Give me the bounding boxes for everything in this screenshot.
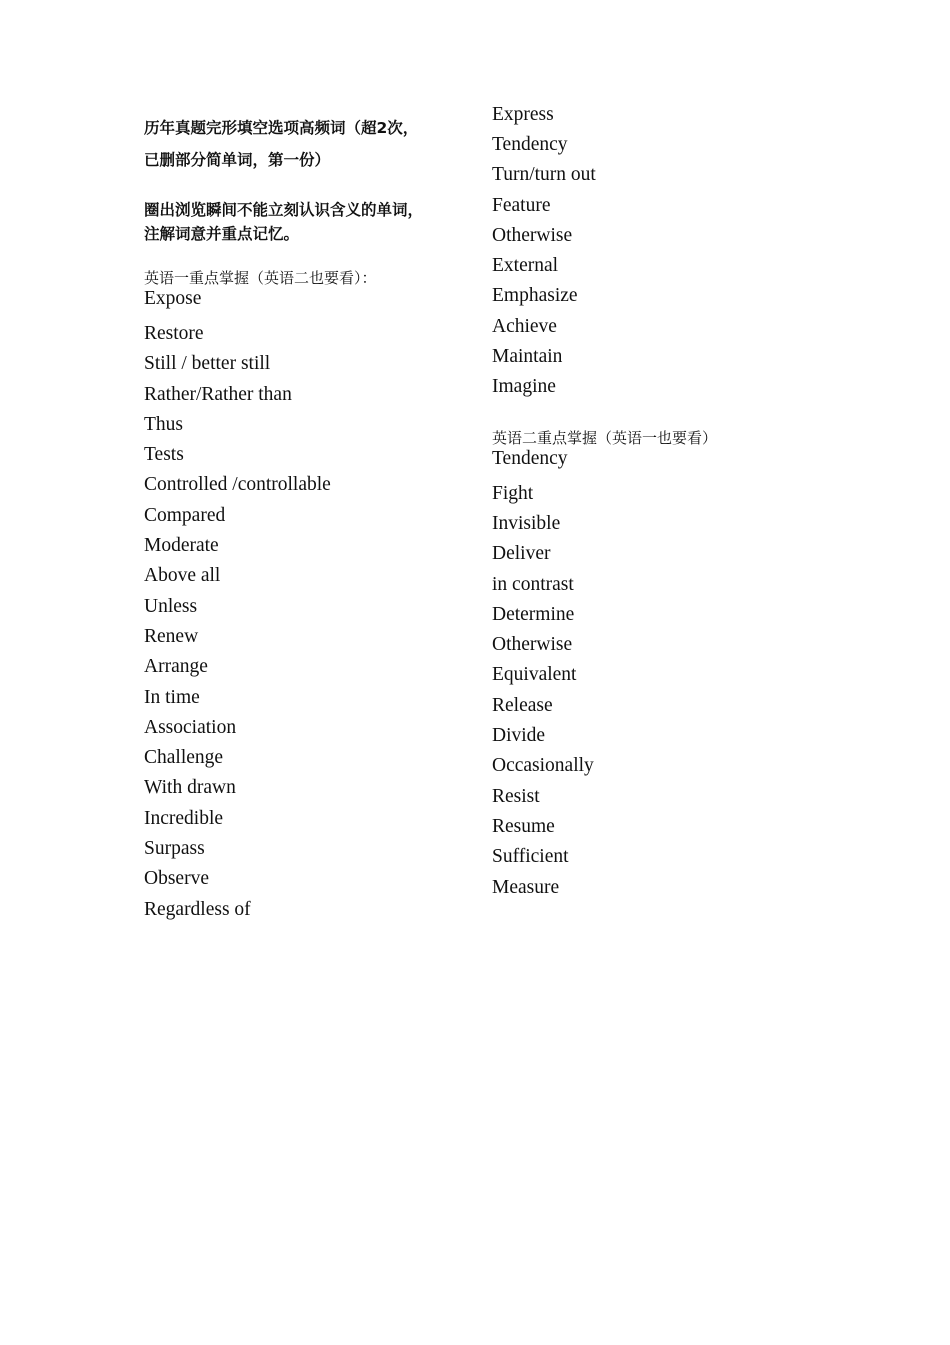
word-item: Rather/Rather than [144,383,292,405]
word-item: Tendency [492,447,568,469]
word-item: Resume [492,815,555,837]
word-item: Unless [144,595,198,617]
word-item: Emphasize [492,285,578,307]
english-one-heading: 英语一重点掌握（英语二也要看）： [144,269,377,287]
word-item: Feature [492,194,551,216]
word-item: Deliver [492,543,551,565]
word-item: in contrast [492,573,574,595]
word-item: Expose [144,288,202,309]
word-item: Maintain [492,346,563,368]
word-item: Measure [492,876,560,898]
word-item: In time [144,686,200,708]
word-item: Release [492,694,553,716]
word-item: Fight [492,482,534,504]
word-item: Observe [144,868,209,890]
word-item: Renew [144,625,199,647]
english-two-word-list [492,449,812,903]
word-item: Still / better still [144,353,271,375]
word-item: Compared [144,504,226,526]
word-item: Restore [144,323,204,344]
word-item: Regardless of [144,898,251,920]
word-item: Otherwise [492,224,573,246]
right-column [492,104,812,903]
english-one-word-list [144,289,464,925]
word-item: Above all [144,565,221,587]
word-item: Controlled /controllable [144,474,331,496]
instruction-text [144,198,464,246]
left-column [144,110,464,925]
word-item: Sufficient [492,846,569,868]
word-item: Thus [144,413,183,435]
word-item: Surpass [144,838,205,860]
word-item: External [492,255,559,277]
word-item: With drawn [144,777,236,799]
word-item: Achieve [492,315,557,337]
title-line-1: 历年真题完形填空选项高频词（超2次， [144,119,419,137]
title-line-2: 已删部分简单词，第一份） [144,151,331,169]
instruction-line-1: 圈出浏览瞬间不能立刻认识含义的单词， [144,201,424,219]
word-item: Incredible [144,807,224,829]
document-title [144,110,464,176]
word-item: Equivalent [492,664,577,686]
instruction-line-2: 注解词意并重点记忆。 [144,225,300,243]
word-item: Imagine [492,376,556,398]
word-item: Tendency [492,134,568,155]
word-item: Arrange [144,656,208,678]
english-one-word-list-continued [492,100,812,403]
word-item: Express [492,104,554,125]
word-item: Invisible [492,512,561,534]
word-item: Divide [492,725,546,747]
word-item: Otherwise [492,634,573,656]
word-item: Tests [144,444,184,466]
word-item: Moderate [144,535,219,557]
word-item: Turn/turn out [492,164,596,186]
word-item: Resist [492,785,540,807]
word-item: Challenge [144,747,224,769]
word-item: Occasionally [492,755,594,777]
english-two-heading: 英语二重点掌握（英语一也要看） [492,428,718,447]
word-item: Determine [492,603,575,625]
word-item: Association [144,716,237,738]
